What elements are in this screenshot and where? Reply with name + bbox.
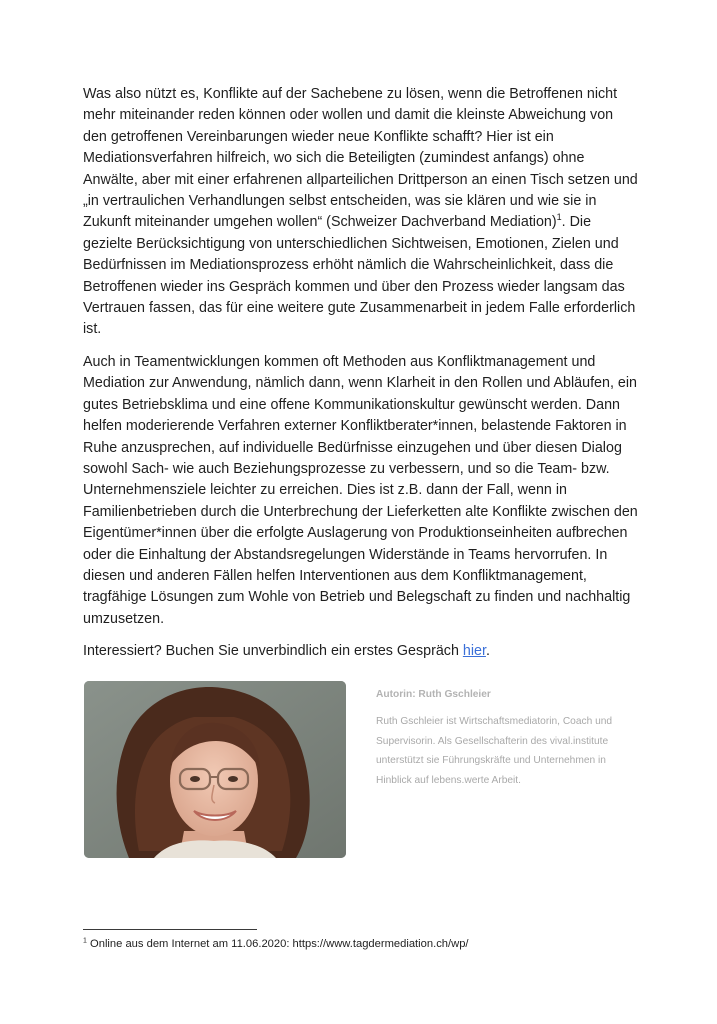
author-bio: Ruth Gschleier ist Wirtschaftsmediatorin, Coach und Supervisorin. Als Gesellschafterin des vival.institute unterstützt sie Führungskräfte und Unternehmen in Hinblick auf lebens.werte Arbeit. bbox=[376, 715, 613, 787]
footnote-divider bbox=[83, 929, 257, 930]
footnote-marker: 1 bbox=[83, 937, 87, 945]
footnote bbox=[83, 938, 469, 950]
paragraph-text-continued: . Die gezielte Berücksichtigung von unterschiedlichen Sichtweisen, Emotionen, Zielen und Bedürfnissen im Mediationsprozess erhöht nämlich die Wahrscheinlichkeit, dass die Betroffenen wieder ins Gespräch kommen und über den Prozess wieder langsam das Vertrauen fassen, das für eine weitere gute Zusammenarbeit in jedem Falle erforderlich ist. bbox=[83, 214, 636, 338]
portrait-illustration bbox=[84, 681, 346, 858]
paragraph-mediation bbox=[83, 84, 639, 341]
booking-link[interactable]: hier bbox=[462, 643, 486, 660]
cta-text-end: . bbox=[485, 643, 490, 660]
author-name: Autorin: Ruth Gschleier bbox=[376, 689, 491, 700]
paragraph-call-to-action bbox=[83, 641, 639, 662]
author-box bbox=[84, 681, 644, 858]
cta-text: Interessiert? Buchen Sie unverbindlich ein erstes Gespräch bbox=[83, 643, 463, 660]
author-info bbox=[376, 685, 644, 791]
footnote-reference[interactable]: 1 bbox=[556, 212, 562, 223]
paragraph-text: Was also nützt es, Konflikte auf der Sachebene zu lösen, wenn die Betroffenen nicht mehr miteinander reden können oder wollen und damit die kleinste Abweichung von den getroffenen Vereinbarungen wieder neue Konflikte schafft? Hier ist ein Mediationsverfahren hilfreich, wo sich die Beteiligten (zumindest anfangs) ohne Anwälte, aber mit einer erfahrenen allparteilichen Drittperson an einen Tisch setzen und „in vertraulichen Verhandlungen selbst entscheiden, was sie klären und wie sie in Zukunft miteinander umgehen wollen“ (Schweizer Dachverband Mediation) bbox=[83, 86, 638, 231]
article-body bbox=[83, 84, 639, 663]
paragraph-text: Auch in Teamentwicklungen kommen oft Methoden aus Konfliktmanagement und Mediation zur Anwendung, nämlich dann, wenn Klarheit in den Rollen und Abläufen, ein gutes Betriebsklima und eine offene Kommunikationskultur gewünscht werden. Dann helfen moderierende Verfahren externer Konfliktberater*innen, belastende Faktoren in Ruhe anzusprechen, auf individuelle Bedürfnisse einzugehen und über diesen Dialog sowohl Sach- wie auch Beziehungsprozesse zu verbessern, und so die Team- bzw. Unternehmensziele leichter zu erreichen. Dies ist z.B. dann der Fall, wenn in Familienbetrieben durch die Unterbrechung der Lieferketten alte Konflikte zwischen den Eigentümer*innen über die erfolgte Auslagerung von Produktionseinheiten aufbrechen oder die Einhaltung der Abstandsregelungen Widerstände in Teams hervorrufen. In diesen und anderen Fällen helfen Interventionen aus dem Konfliktmanagement, tragfähige Lösungen zum Wohle von Betrieb und Belegschaft zu finden und nachhaltig umzusetzen. bbox=[83, 353, 638, 627]
paragraph-team-development bbox=[83, 352, 639, 630]
author-portrait bbox=[84, 681, 346, 858]
footnote-text: Online aus dem Internet am 11.06.2020: https://www.tagdermediation.ch/wp/ bbox=[86, 938, 469, 950]
